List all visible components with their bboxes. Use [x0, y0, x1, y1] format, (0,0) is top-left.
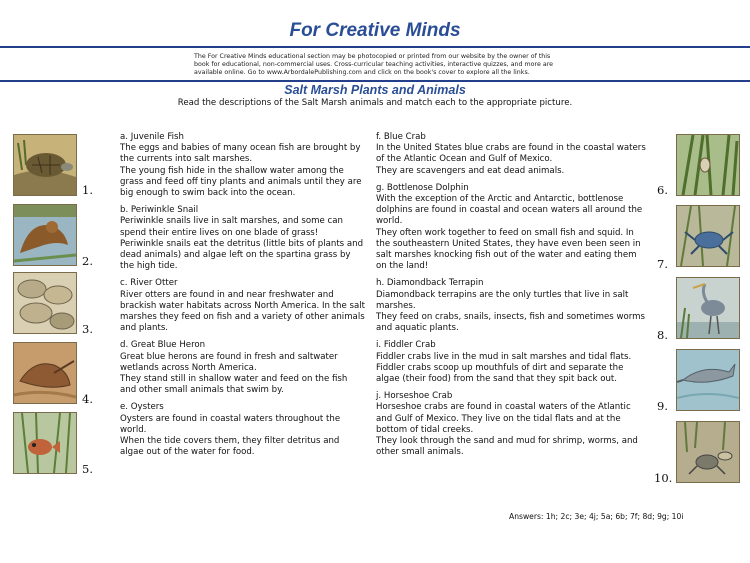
picture-heron: [676, 277, 740, 339]
picture-number-6: 6.: [657, 183, 668, 197]
picture-juvenile-fish: [13, 412, 77, 474]
picture-number-4: 4.: [82, 392, 93, 406]
description-heading: d. Great Blue Heron: [120, 340, 206, 351]
description-text: The young fish hide in the shallow water among the grass and feed off tiny plants and animals until they are big enough to swim back into the ocean.: [120, 165, 362, 199]
answer-key: Answers: 1h; 2c; 3e; 4j; 5a; 6b; 7f; 8d; 9g; 10i: [509, 512, 684, 521]
description-text: Diamondback terrapins are the only turtles that live in salt marshes.: [376, 289, 629, 311]
picture-number-7: 7.: [657, 257, 668, 271]
descriptions-right-column: [376, 132, 648, 464]
description-oysters: [120, 402, 365, 458]
descriptions-left-column: [120, 132, 365, 464]
description-text: They look through the sand and mud for shrimp, worms, and other small animals.: [376, 436, 638, 458]
description-periwinkle-snail: [120, 205, 365, 272]
picture-dolphin: [676, 349, 740, 411]
picture-number-3: 3.: [82, 322, 93, 336]
description-text: Oysters are found in coastal waters throughout the world.: [120, 413, 341, 435]
description-heading: e. Oysters: [120, 402, 164, 413]
picture-blue-crab: [676, 205, 740, 267]
copyright-notice: The For Creative Minds educational section may be photocopied or printed from our website by the owner of this book for educational, non-commercial uses. Cross-curricular teaching activities, interactive quizzes, and more are available online. Go to www.ArbordalePublishing.com and click on the book's cover to explore all the links.: [194, 53, 554, 77]
description-heading: f. Blue Crab: [376, 132, 426, 142]
description-text: The eggs and babies of many ocean fish are brought by the currents into salt marshes.: [120, 143, 361, 165]
description-heading: b. Periwinkle Snail: [120, 205, 199, 216]
description-text: They often work together to feed on small fish and squid. In the southeastern United States, they have even been seen in salt marshes knocking fish out of the water and eating them on the land!: [376, 227, 641, 272]
picture-number-2: 2.: [82, 254, 93, 268]
description-text: In the United States blue crabs are found in the coastal waters of the Atlantic Ocean and Gulf of Mexico.: [376, 143, 646, 165]
description-text: Periwinkle snails eat the detritus (little bits of plants and dead animals) and algae left on the spartina grass by the high tide.: [120, 238, 364, 272]
picture-number-10: 10.: [654, 471, 673, 485]
description-text: They feed on crabs, snails, insects, fish and sometimes worms and aquatic plants.: [376, 312, 645, 334]
description-text: Periwinkle snails live in salt marshes, and some can spend their entire lives on one blade of grass!: [120, 216, 343, 238]
description-juvenile-fish: [120, 132, 365, 199]
description-heading: h. Diamondback Terrapin: [376, 278, 484, 289]
picture-horseshoe-crab: [13, 342, 77, 404]
description-heading: a. Juvenile Fish: [120, 132, 184, 142]
picture-number-5: 5.: [82, 462, 93, 476]
picture-number-1: 1.: [82, 183, 93, 197]
description-text: River otters are found in and near freshwater and brackish water habitats across North America. In the salt marshes they feed on fish and a variety of other animals and plants.: [120, 289, 365, 334]
description-text: Fiddler crabs live in the mud in salt marshes and tidal flats. Fiddler crabs scoop up mouthfuls of dirt and separate the algae (their food) from the sand that they spit back out.: [376, 351, 632, 385]
description-river-otter: [120, 278, 365, 334]
description-text: With the exception of the Arctic and Antarctic, bottlenose dolphins are found in coastal and ocean waters all around the world.: [376, 194, 643, 227]
picture-number-8: 8.: [657, 328, 668, 342]
description-text: Horseshoe crabs are found in coastal waters of the Atlantic and Gulf of Mexico. They live on the tidal flats and at the bottom of tidal creeks.: [376, 402, 631, 435]
description-bottlenose-dolphin: [376, 183, 648, 273]
picture-number-9: 9.: [657, 399, 668, 413]
description-heading: c. River Otter: [120, 278, 178, 289]
description-text: Great blue herons are found in fresh and saltwater wetlands across North America.: [120, 351, 338, 373]
picture-oysters: [13, 272, 77, 334]
description-diamondback-terrapin: [376, 278, 648, 334]
header-divider: [0, 46, 750, 48]
section-divider: [0, 80, 750, 82]
description-fiddler-crab: [376, 340, 648, 385]
description-heading: i. Fiddler Crab: [376, 340, 436, 351]
description-text: When the tide covers them, they filter detritus and algae out of the water for food.: [120, 436, 340, 458]
page-title: For Creative Minds: [289, 20, 461, 41]
description-text: They stand still in shallow water and feed on the fish and other small animals that swim by.: [120, 374, 348, 396]
instructions-text: Read the descriptions of the Salt Marsh animals and match each to the appropriate picture.: [177, 98, 573, 108]
description-heading: j. Horseshoe Crab: [376, 391, 453, 402]
description-great-blue-heron: [120, 340, 365, 396]
picture-periwinkle-snail: [676, 134, 740, 196]
picture-terrapin: [13, 134, 77, 196]
description-text: They are scavengers and eat dead animals.: [376, 165, 565, 176]
picture-fiddler-crab: [676, 421, 740, 483]
description-blue-crab: [376, 132, 648, 177]
description-heading: g. Bottlenose Dolphin: [376, 182, 469, 193]
section-title: Salt Marsh Plants and Animals: [284, 83, 466, 97]
picture-otter: [13, 204, 77, 266]
description-horseshoe-crab: [376, 391, 648, 458]
